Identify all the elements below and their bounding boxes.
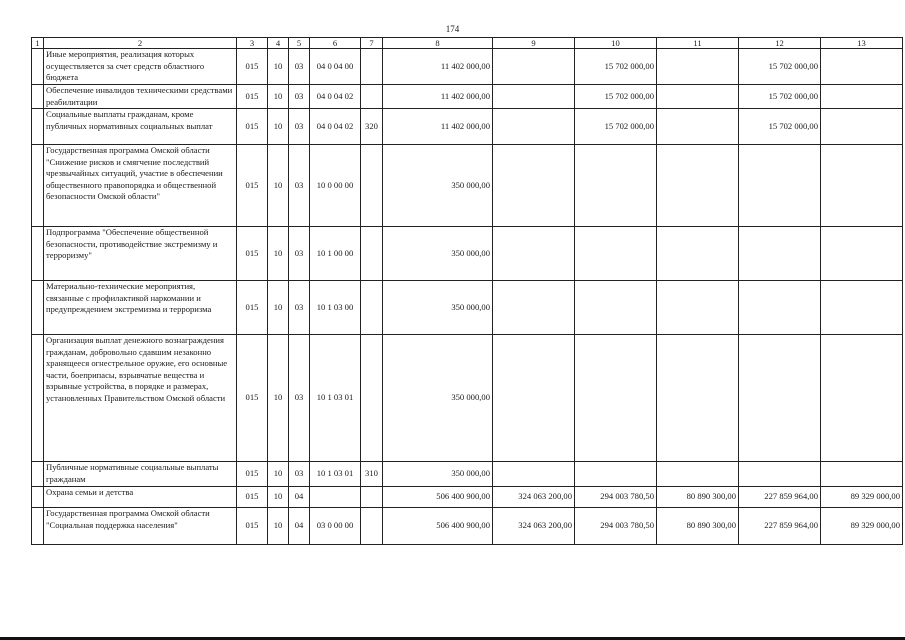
cell-c9 bbox=[493, 85, 575, 109]
cell-c7 bbox=[361, 487, 383, 508]
cell-c7 bbox=[361, 508, 383, 545]
cell-c3: 015 bbox=[237, 85, 268, 109]
cell-c11: 80 890 300,00 bbox=[657, 508, 739, 545]
row-name-cell: Организация выплат денежного вознаграждения гражданам, добровольно сдавшим незаконно хранящееся огнестрельное оружие, его основные части, боеприпасы, взрывчатые вещества и взрывные устройства, в порядке и размерах, установленных Правительством Омской области bbox=[44, 335, 237, 462]
cell-c10: 294 003 780,50 bbox=[575, 508, 657, 545]
cell-c8: 350 000,00 bbox=[383, 145, 493, 227]
header-cell: 10 bbox=[575, 38, 657, 49]
row-name-cell: Охрана семьи и детства bbox=[44, 487, 237, 508]
cell-c12: 15 702 000,00 bbox=[739, 49, 821, 85]
row-index-cell bbox=[32, 508, 44, 545]
table-row bbox=[32, 487, 903, 508]
header-cell: 1 bbox=[32, 38, 44, 49]
header-cell: 12 bbox=[739, 38, 821, 49]
row-name-cell: Публичные нормативные социальные выплаты гражданам bbox=[44, 462, 237, 487]
row-name-cell: Материально-технические мероприятия, связанные с профилактикой наркомании и предупреждением экстремизма и терроризма bbox=[44, 281, 237, 335]
cell-c5: 04 bbox=[289, 487, 310, 508]
header-cell: 3 bbox=[237, 38, 268, 49]
cell-c3: 015 bbox=[237, 227, 268, 281]
header-cell: 9 bbox=[493, 38, 575, 49]
row-name-cell: Иные мероприятия, реализация которых осуществляется за счет средств областного бюджета bbox=[44, 49, 237, 85]
cell-c9 bbox=[493, 462, 575, 487]
cell-c7: 320 bbox=[361, 109, 383, 145]
cell-c4: 10 bbox=[268, 487, 289, 508]
cell-c13 bbox=[821, 109, 903, 145]
row-index-cell bbox=[32, 227, 44, 281]
header-cell: 4 bbox=[268, 38, 289, 49]
row-name-cell: Обеспечение инвалидов техническими средствами реабилитации bbox=[44, 85, 237, 109]
cell-c4: 10 bbox=[268, 508, 289, 545]
cell-c6 bbox=[310, 487, 361, 508]
table-row bbox=[32, 145, 903, 227]
cell-c4: 10 bbox=[268, 462, 289, 487]
cell-c8: 11 402 000,00 bbox=[383, 109, 493, 145]
cell-c5: 04 bbox=[289, 508, 310, 545]
cell-c10 bbox=[575, 462, 657, 487]
row-index-cell bbox=[32, 462, 44, 487]
header-cell: 6 bbox=[310, 38, 361, 49]
cell-c5: 03 bbox=[289, 462, 310, 487]
cell-c7 bbox=[361, 85, 383, 109]
row-name-cell: Социальные выплаты гражданам, кроме публичных нормативных социальных выплат bbox=[44, 109, 237, 145]
cell-c12 bbox=[739, 335, 821, 462]
cell-c9: 324 063 200,00 bbox=[493, 487, 575, 508]
row-index-cell bbox=[32, 109, 44, 145]
cell-c3: 015 bbox=[237, 462, 268, 487]
cell-c12: 227 859 964,00 bbox=[739, 508, 821, 545]
cell-c4: 10 bbox=[268, 85, 289, 109]
cell-c9 bbox=[493, 145, 575, 227]
cell-c3: 015 bbox=[237, 49, 268, 85]
cell-c3: 015 bbox=[237, 281, 268, 335]
cell-c12 bbox=[739, 281, 821, 335]
cell-c12 bbox=[739, 145, 821, 227]
cell-c8: 350 000,00 bbox=[383, 227, 493, 281]
cell-c9: 324 063 200,00 bbox=[493, 508, 575, 545]
row-index-cell bbox=[32, 145, 44, 227]
cell-c5: 03 bbox=[289, 109, 310, 145]
cell-c4: 10 bbox=[268, 145, 289, 227]
cell-c6: 10 1 03 00 bbox=[310, 281, 361, 335]
cell-c7 bbox=[361, 145, 383, 227]
cell-c11 bbox=[657, 85, 739, 109]
header-cell: 5 bbox=[289, 38, 310, 49]
cell-c6: 10 1 03 01 bbox=[310, 462, 361, 487]
cell-c7 bbox=[361, 49, 383, 85]
cell-c11 bbox=[657, 462, 739, 487]
cell-c11 bbox=[657, 281, 739, 335]
cell-c5: 03 bbox=[289, 335, 310, 462]
cell-c5: 03 bbox=[289, 85, 310, 109]
cell-c10 bbox=[575, 145, 657, 227]
cell-c11 bbox=[657, 109, 739, 145]
budget-table bbox=[31, 37, 903, 545]
cell-c9 bbox=[493, 49, 575, 85]
cell-c12 bbox=[739, 462, 821, 487]
cell-c8: 350 000,00 bbox=[383, 281, 493, 335]
cell-c4: 10 bbox=[268, 281, 289, 335]
cell-c12: 15 702 000,00 bbox=[739, 85, 821, 109]
cell-c12: 15 702 000,00 bbox=[739, 109, 821, 145]
cell-c7 bbox=[361, 281, 383, 335]
cell-c13 bbox=[821, 462, 903, 487]
header-cell: 11 bbox=[657, 38, 739, 49]
page-number: 174 bbox=[445, 24, 460, 34]
cell-c13 bbox=[821, 85, 903, 109]
cell-c5: 03 bbox=[289, 227, 310, 281]
cell-c6: 10 0 00 00 bbox=[310, 145, 361, 227]
cell-c10: 294 003 780,50 bbox=[575, 487, 657, 508]
cell-c4: 10 bbox=[268, 49, 289, 85]
table-row bbox=[32, 281, 903, 335]
cell-c13 bbox=[821, 145, 903, 227]
cell-c13: 89 329 000,00 bbox=[821, 487, 903, 508]
cell-c3: 015 bbox=[237, 145, 268, 227]
cell-c9 bbox=[493, 227, 575, 281]
cell-c8: 11 402 000,00 bbox=[383, 85, 493, 109]
cell-c4: 10 bbox=[268, 227, 289, 281]
cell-c8: 350 000,00 bbox=[383, 335, 493, 462]
cell-c11 bbox=[657, 335, 739, 462]
cell-c9 bbox=[493, 281, 575, 335]
cell-c4: 10 bbox=[268, 109, 289, 145]
cell-c6: 04 0 04 02 bbox=[310, 109, 361, 145]
cell-c6: 10 1 00 00 bbox=[310, 227, 361, 281]
cell-c7 bbox=[361, 227, 383, 281]
cell-c8: 506 400 900,00 bbox=[383, 487, 493, 508]
cell-c10: 15 702 000,00 bbox=[575, 49, 657, 85]
row-index-cell bbox=[32, 487, 44, 508]
header-row bbox=[32, 38, 903, 49]
cell-c13 bbox=[821, 281, 903, 335]
cell-c10 bbox=[575, 281, 657, 335]
cell-c8: 11 402 000,00 bbox=[383, 49, 493, 85]
cell-c6: 03 0 00 00 bbox=[310, 508, 361, 545]
header-cell: 13 bbox=[821, 38, 903, 49]
cell-c9 bbox=[493, 335, 575, 462]
row-index-cell bbox=[32, 281, 44, 335]
row-name-cell: Государственная программа Омской области "Снижение рисков и смягчение последствий чрезвычайных ситуаций, участие в обеспечении общественного правопорядка и общественной безопасности Омской области" bbox=[44, 145, 237, 227]
cell-c13 bbox=[821, 227, 903, 281]
cell-c11 bbox=[657, 145, 739, 227]
cell-c3: 015 bbox=[237, 487, 268, 508]
row-index-cell bbox=[32, 85, 44, 109]
header-cell: 8 bbox=[383, 38, 493, 49]
cell-c3: 015 bbox=[237, 109, 268, 145]
cell-c6: 04 0 04 02 bbox=[310, 85, 361, 109]
cell-c12 bbox=[739, 227, 821, 281]
cell-c7: 310 bbox=[361, 462, 383, 487]
cell-c13: 89 329 000,00 bbox=[821, 508, 903, 545]
cell-c4: 10 bbox=[268, 335, 289, 462]
cell-c11 bbox=[657, 49, 739, 85]
header-cell: 2 bbox=[44, 38, 237, 49]
row-index-cell bbox=[32, 49, 44, 85]
cell-c8: 350 000,00 bbox=[383, 462, 493, 487]
table-row bbox=[32, 49, 903, 85]
row-name-cell: Подпрограмма "Обеспечение общественной безопасности, противодействие экстремизму и терроризму" bbox=[44, 227, 237, 281]
cell-c8: 506 400 900,00 bbox=[383, 508, 493, 545]
row-index-cell bbox=[32, 335, 44, 462]
cell-c3: 015 bbox=[237, 335, 268, 462]
cell-c12: 227 859 964,00 bbox=[739, 487, 821, 508]
cell-c10 bbox=[575, 227, 657, 281]
cell-c6: 04 0 04 00 bbox=[310, 49, 361, 85]
cell-c13 bbox=[821, 335, 903, 462]
table-row bbox=[32, 109, 903, 145]
table-row bbox=[32, 335, 903, 462]
cell-c10 bbox=[575, 335, 657, 462]
cell-c7 bbox=[361, 335, 383, 462]
cell-c3: 015 bbox=[237, 508, 268, 545]
table-row bbox=[32, 462, 903, 487]
table-row bbox=[32, 85, 903, 109]
table-row bbox=[32, 227, 903, 281]
header-cell: 7 bbox=[361, 38, 383, 49]
cell-c11: 80 890 300,00 bbox=[657, 487, 739, 508]
cell-c11 bbox=[657, 227, 739, 281]
cell-c5: 03 bbox=[289, 49, 310, 85]
cell-c5: 03 bbox=[289, 281, 310, 335]
cell-c10: 15 702 000,00 bbox=[575, 109, 657, 145]
cell-c9 bbox=[493, 109, 575, 145]
cell-c6: 10 1 03 01 bbox=[310, 335, 361, 462]
cell-c10: 15 702 000,00 bbox=[575, 85, 657, 109]
row-name-cell: Государственная программа Омской области "Социальная поддержка населения" bbox=[44, 508, 237, 545]
table-row bbox=[32, 508, 903, 545]
cell-c5: 03 bbox=[289, 145, 310, 227]
cell-c13 bbox=[821, 49, 903, 85]
